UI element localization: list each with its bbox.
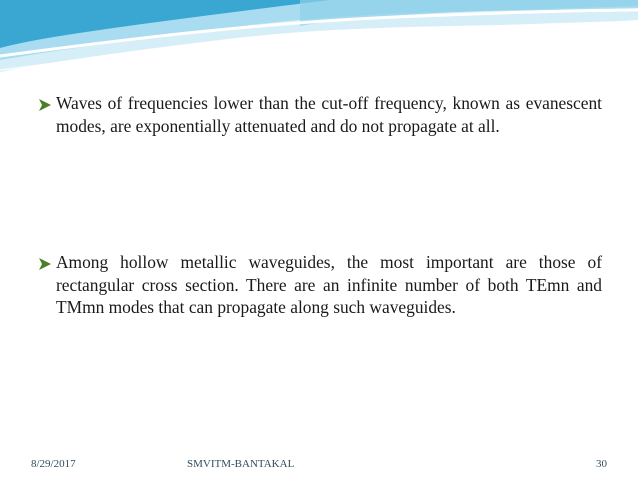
bullet-text: Among hollow metallic waveguides, the most important are those of rectangular cross section. There are an infinite number of both TEmn and TMmn modes that can propagate along such waveguides. [56,252,602,317]
header-wave-decoration [0,0,638,80]
bullet-item-1 [38,92,602,137]
footer-institution: SMVITM-BANTAKAL [187,458,295,470]
page-number: 30 [596,458,607,470]
bullet-text: Waves of frequencies lower than the cut-off frequency, known as evanescent modes, are exponentially attenuated and do not propagate at all. [56,93,602,136]
arrow-bullet-icon [38,251,56,319]
bullet-item-2 [38,251,602,319]
footer-date: 8/29/2017 [31,458,76,470]
arrow-bullet-icon [38,92,56,137]
